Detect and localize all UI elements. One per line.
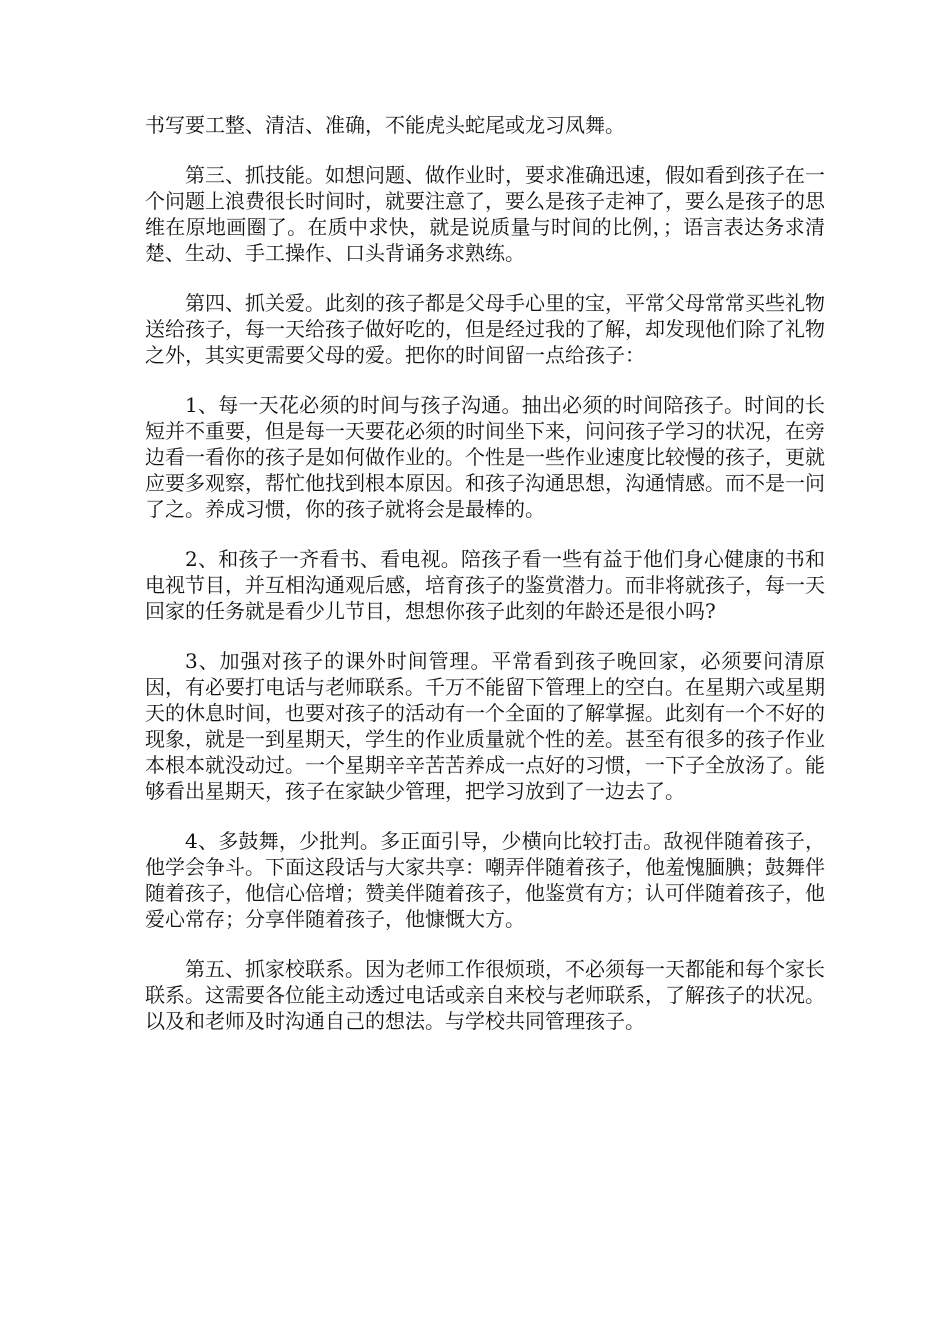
paragraph: 2、和孩子一齐看书、看电视。陪孩子看一些有益于他们身心健康的书和电视节目，并互相沟通观后感，培育孩子的鉴赏潜力。而非将就孩子，每一天回家的任务就是看少儿节目，想想你孩子此刻的年龄还是很小吗? <box>145 547 825 623</box>
paragraph: 第三、抓技能。如想问题、做作业时，要求准确迅速，假如看到孩子在一个问题上浪费很长时间时，就要注意了，要么是孩子走神了，要么是孩子的思维在原地画圈了。在质中求快，就是说质量与时间的比例，；语言表达务求清楚、生动、手工操作、口头背诵务求熟练。 <box>145 163 825 265</box>
paragraph: 1、每一天花必须的时间与孩子沟通。抽出必须的时间陪孩子。时间的长短并不重要，但是每一天要花必须的时间坐下来，问问孩子学习的状况，在旁边看一看你的孩子是如何做作业的。个性是一些作业速度比较慢的孩子，更就应要多观察，帮忙他找到根本原因。和孩子沟通思想，沟通情感。而不是一问了之。养成习惯，你的孩子就将会是最棒的。 <box>145 393 825 521</box>
document-page <box>145 112 825 1058</box>
paragraph: 第四、抓关爱。此刻的孩子都是父母手心里的宝，平常父母常常买些礼物送给孩子，每一天给孩子做好吃的，但是经过我的了解，却发现他们除了礼物之外，其实更需要父母的爱。把你的时间留一点给孩子： <box>145 291 825 367</box>
paragraph: 书写要工整、清洁、准确，不能虎头蛇尾或龙习凤舞。 <box>145 113 625 137</box>
paragraph: 3、加强对孩子的课外时间管理。平常看到孩子晚回家，必须要问清原因，有必要打电话与老师联系。千万不能留下管理上的空白。在星期六或星期天的休息时间，也要对孩子的活动有一个全面的了解掌握。此刻有一个不好的现象，就是一到星期天，学生的作业质量就个性的差。甚至有很多的孩子作业本根本就没动过。一个星期辛辛苦苦养成一点好的习惯，一下子全放汤了。能够看出星期天，孩子在家缺少管理，把学习放到了一边去了。 <box>145 649 825 803</box>
paragraph: 4、多鼓舞，少批判。多正面引导，少横向比较打击。敌视伴随着孩子，他学会争斗。下面这段话与大家共享：嘲弄伴随着孩子，他羞愧腼腆；鼓舞伴随着孩子，他信心倍增；赞美伴随着孩子，他鉴赏有方；认可伴随着孩子，他爱心常存；分享伴随着孩子，他慷慨大方。 <box>145 829 825 931</box>
paragraph: 第五、抓家校联系。因为老师工作很烦琐，不必须每一天都能和每个家长联系。这需要各位能主动透过电话或亲自来校与老师联系，了解孩子的状况。以及和老师及时沟通自己的想法。与学校共同管理孩子。 <box>145 957 825 1033</box>
